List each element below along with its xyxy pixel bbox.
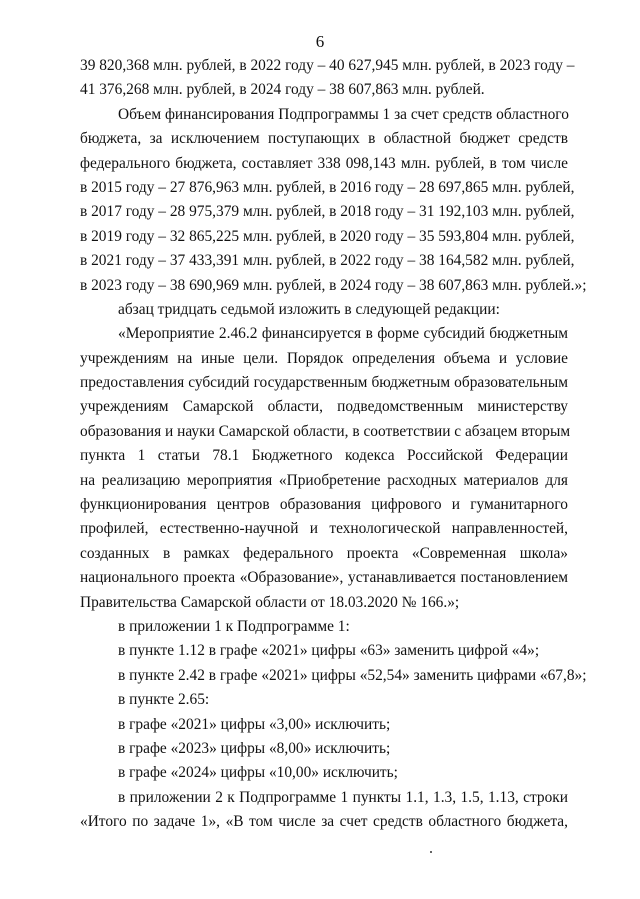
- text-line: в пункте 2.65:: [118, 691, 210, 709]
- text-line: в приложении 1 к Подпрограмме 1:: [118, 617, 350, 635]
- text-line: пункта 1 статьи 78.1 Бюджетного кодекса Российской Федерации: [80, 447, 568, 465]
- text-line: в графе «2024» цифры «10,00» исключить;: [118, 764, 398, 782]
- text-line: федерального бюджета, составляет 338 098,143 млн. рублей, в том числе: [80, 154, 568, 172]
- text-line: абзац тридцать седьмой изложить в следующей редакции:: [118, 300, 500, 318]
- text-line: Правительства Самарской области от 18.03.2020 № 166.»;: [80, 593, 460, 611]
- text-line: профилей, естественно-научной и технологической направленностей,: [80, 520, 568, 538]
- text-line: в 2019 году – 32 865,225 млн. рублей, в 2020 году – 35 593,804 млн. рублей,: [80, 227, 575, 245]
- text-line: в 2015 году – 27 876,963 млн. рублей, в 2016 году – 28 697,865 млн. рублей,: [80, 178, 575, 196]
- text-line: в 2023 году – 38 690,969 млн. рублей, в 2024 году – 38 607,863 млн. рублей.»;: [80, 276, 587, 294]
- scan-speck: [430, 851, 432, 853]
- text-line: бюджета, за исключением поступающих в областной бюджет средств: [80, 130, 568, 148]
- text-line: в 2021 году – 37 433,391 млн. рублей, в 2022 году – 38 164,582 млн. рублей,: [80, 252, 575, 270]
- text-line: в графе «2021» цифры «3,00» исключить;: [118, 715, 391, 733]
- text-line: образования и науки Самарской области, в соответствии с абзацем вторым: [80, 422, 571, 440]
- text-line: 41 376,268 млн. рублей, в 2024 году – 38 607,863 млн. рублей.: [80, 81, 485, 99]
- text-line: в графе «2023» цифры «8,00» исключить;: [118, 739, 391, 757]
- document-body: [80, 54, 587, 835]
- text-line: в пункте 1.12 в графе «2021» цифры «63» заменить цифрой «4»;: [118, 642, 540, 660]
- text-line: 39 820,368 млн. рублей, в 2022 году – 40 627,945 млн. рублей, в 2023 году –: [80, 57, 575, 74]
- text-line: созданных в рамках федерального проекта «Современная школа»: [80, 544, 568, 562]
- text-line: функционирования центров образования цифрового и гуманитарного: [80, 496, 568, 514]
- text-line: учреждениям на иные цели. Порядок определения объема и условие: [80, 349, 568, 367]
- text-line: «Итого по задаче 1», «В том числе за счет средств областного бюджета,: [80, 813, 568, 831]
- text-line: предоставления субсидий государственным бюджетным образовательным: [80, 374, 568, 392]
- text-line: в пункте 2.42 в графе «2021» цифры «52,54» заменить цифрами «67,8»;: [118, 666, 587, 684]
- page-number: 6: [315, 32, 325, 51]
- text-line: учреждениям Самарской области, подведомственным министерству: [80, 398, 568, 416]
- text-line: национального проекта «Образование», устанавливается постановлением: [80, 569, 568, 587]
- text-line: Объем финансирования Подпрограммы 1 за счет средств областного: [118, 105, 569, 123]
- text-line: в 2017 году – 28 975,379 млн. рублей, в 2018 году – 31 192,103 млн. рублей,: [80, 203, 575, 221]
- text-line: в приложении 2 к Подпрограмме 1 пункты 1.1, 1.3, 1.5, 1.13, строки: [118, 788, 568, 806]
- text-line: на реализацию мероприятия «Приобретение расходных материалов для: [80, 471, 568, 489]
- text-line: «Мероприятие 2.46.2 финансируется в форме субсидий бюджетным: [118, 325, 568, 343]
